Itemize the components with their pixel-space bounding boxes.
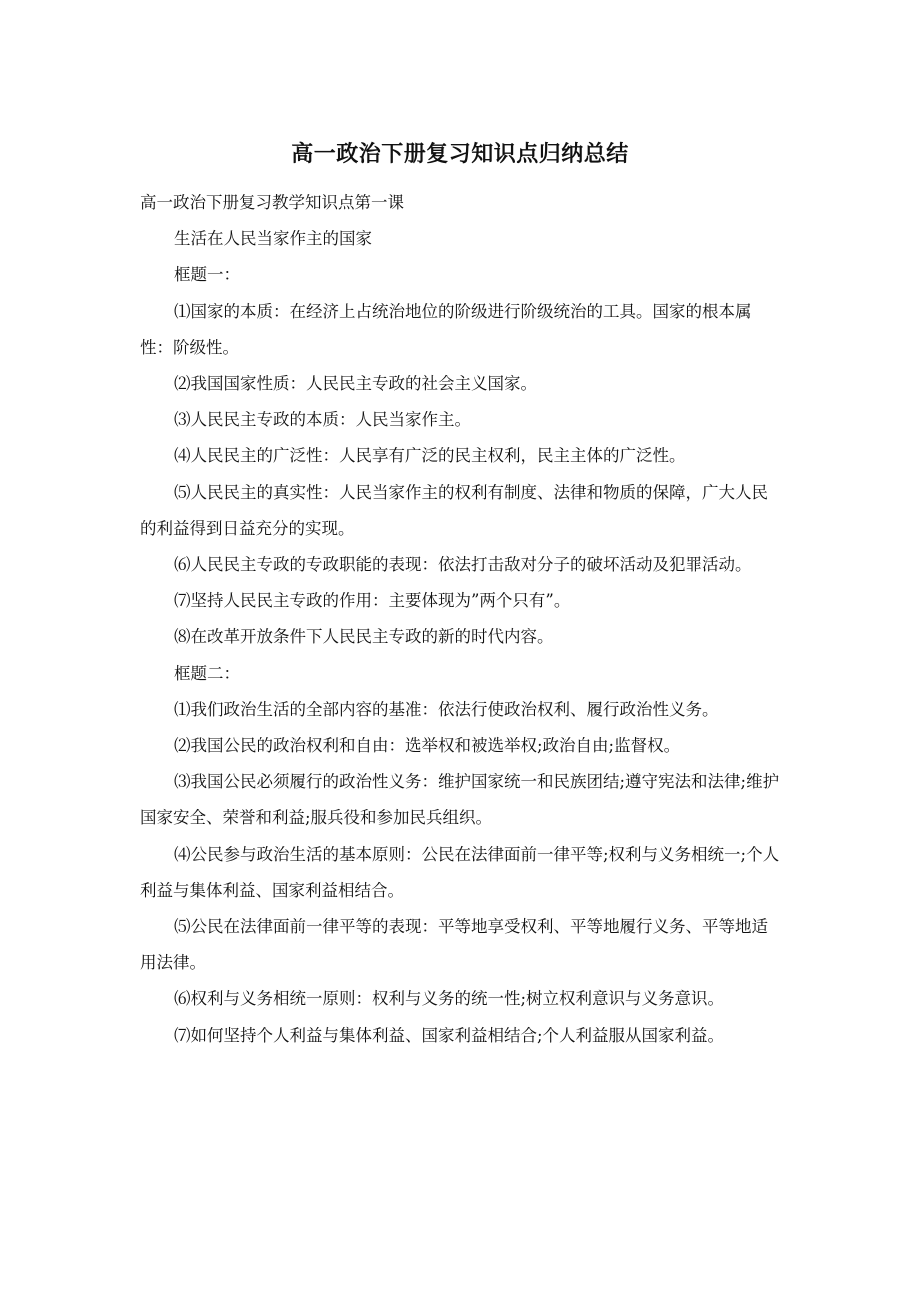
paragraph: ⑺如何坚持个人利益与集体利益、国家利益相结合;个人利益服从国家利益。 [174, 1025, 725, 1045]
paragraph: ⑶我国公民必须履行的政治性义务：维护国家统一和民族团结;遵守宪法和法律;维护国家安全、荣誉和利益;服兵役和参加民兵组织。 [140, 772, 780, 828]
paragraph: ⑵我国国家性质：人民民主专政的社会主义国家。 [174, 374, 537, 394]
paragraph: ⑵我国公民的政治权利和自由：选举权和被选举权;政治自由;监督权。 [174, 736, 681, 756]
paragraph: ⑺坚持人民民主专政的作用：主要体现为”两个只有”。 [174, 591, 571, 611]
paragraph: ⑸人民民主的真实性：人民当家作主的权利有制度、法律和物质的保障，广大人民的利益得到日益充分的实现。 [140, 482, 768, 538]
paragraph: 框题一： [174, 265, 240, 285]
paragraph: ⑹人民民主专政的专政职能的表现：依法打击敌对分子的破坏活动及犯罪活动。 [174, 555, 752, 575]
paragraph: ⑻在改革开放条件下人民民主专政的新的时代内容。 [174, 627, 554, 647]
paragraph: ⑴我们政治生活的全部内容的基准：依法行使政治权利、履行政治性义务。 [174, 699, 719, 719]
paragraph: ⑷人民民主的广泛性：人民享有广泛的民主权利，民主主体的广泛性。 [174, 446, 686, 466]
paragraph: 框题二： [174, 663, 240, 683]
paragraph: ⑸公民在法律面前一律平等的表现：平等地享受权利、平等地履行义务、平等地适用法律。 [140, 917, 768, 973]
document-subtitle: 高一政治下册复习教学知识点第一课 [140, 193, 404, 212]
paragraph: ⑶人民民主专政的本质：人民当家作主。 [174, 410, 471, 430]
paragraph: ⑴国家的本质：在经济上占统治地位的阶级进行阶级统治的工具。国家的根本属性：阶级性。 [140, 301, 752, 357]
document-title: 高一政治下册复习知识点归纳总结 [291, 142, 629, 167]
paragraph: ⑷公民参与政治生活的基本原则：公民在法律面前一律平等;权利与义务相统一;个人利益与集体利益、国家利益相结合。 [140, 844, 780, 900]
paragraph: ⑹权利与义务相统一原则：权利与义务的统一性;树立权利意识与义务意识。 [174, 989, 725, 1009]
paragraph: 生活在人民当家作主的国家 [174, 229, 372, 249]
document-body [140, 185, 780, 1054]
